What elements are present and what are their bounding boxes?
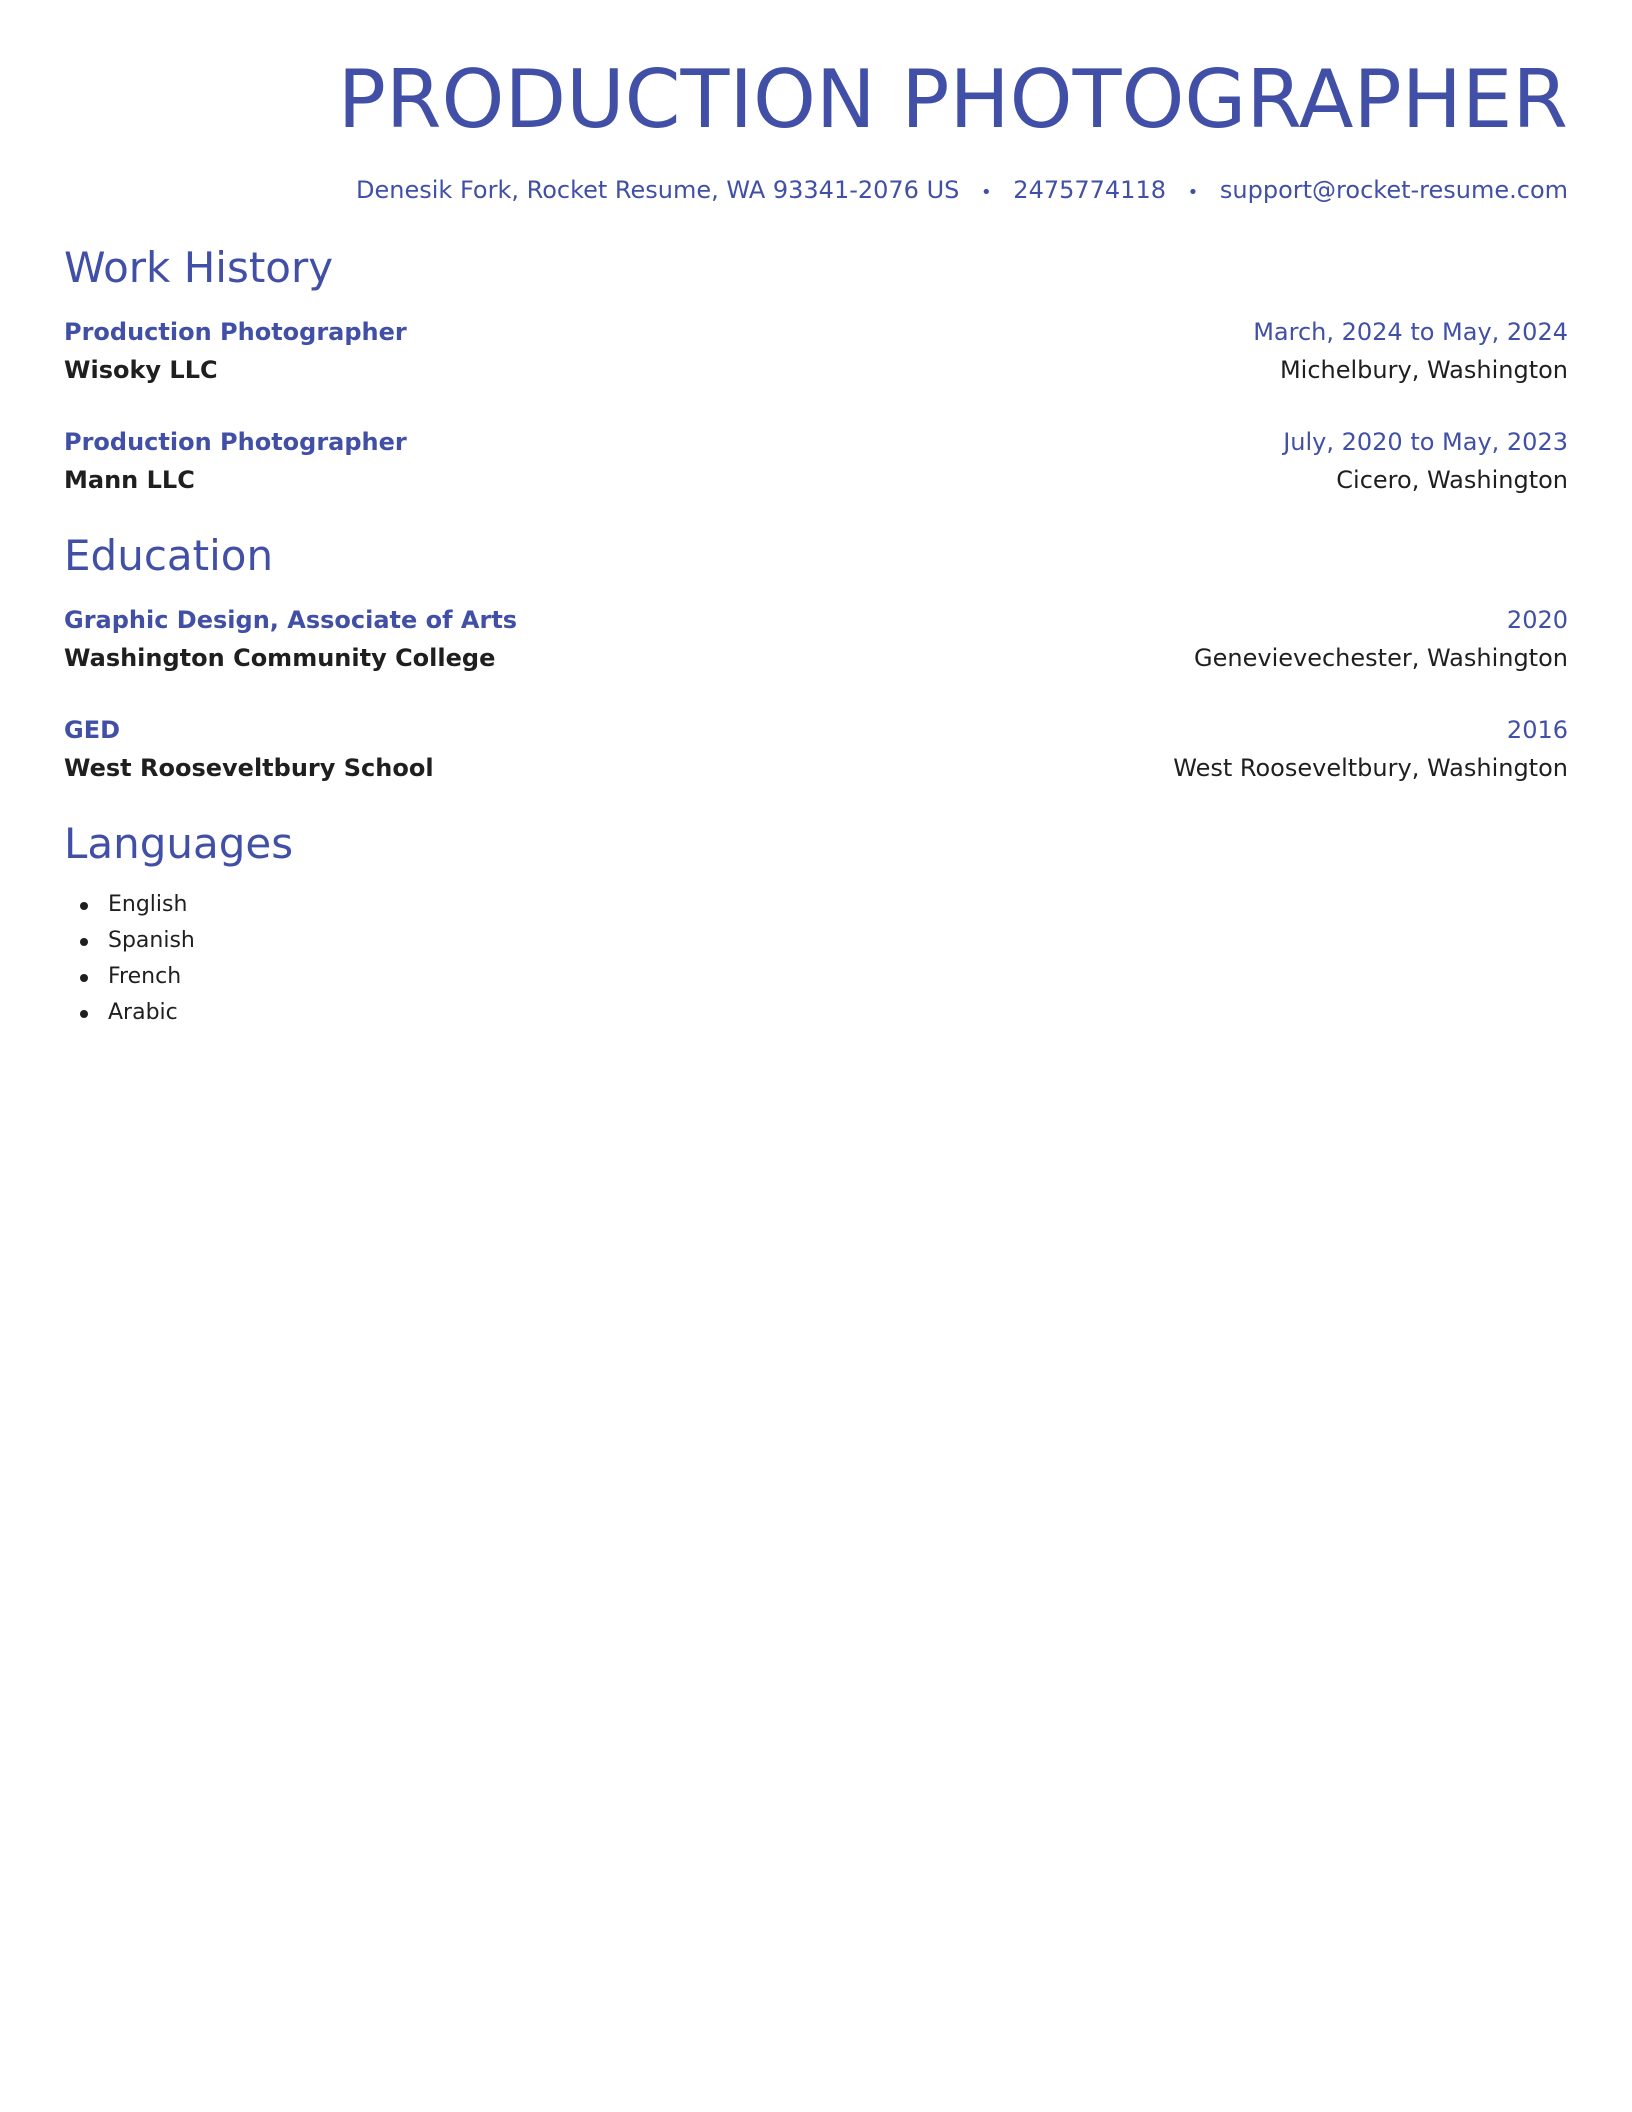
language-item <box>64 959 1568 995</box>
education-entry-degree-row <box>64 601 1568 639</box>
contact-phone: 2475774118 <box>1013 176 1166 204</box>
contact-line <box>64 174 1568 209</box>
company-name: Wisoky LLC <box>64 356 218 384</box>
work-entry-title-row <box>64 313 1568 351</box>
education-entry <box>64 601 1568 677</box>
resume-header <box>64 0 1568 209</box>
job-location: Cicero, Washington <box>1336 466 1568 494</box>
company-name: Mann LLC <box>64 466 195 494</box>
language-name: Spanish <box>108 928 195 953</box>
work-entry-company-row <box>64 461 1568 499</box>
language-item <box>64 923 1568 959</box>
degree-name: GED <box>64 716 121 744</box>
degree-name: Graphic Design, Associate of Arts <box>64 606 518 634</box>
language-name: French <box>108 964 182 989</box>
work-history-list <box>64 313 1568 499</box>
languages-list <box>64 887 1568 1031</box>
work-entry <box>64 313 1568 389</box>
bullet-icon <box>80 938 88 946</box>
education-heading: Education <box>64 531 274 580</box>
school-location: Genevievechester, Washington <box>1194 644 1568 672</box>
language-name: Arabic <box>108 1000 178 1025</box>
education-list <box>64 601 1568 787</box>
resume-title: PRODUCTION PHOTOGRAPHER <box>337 53 1568 146</box>
bullet-icon <box>80 974 88 982</box>
bullet-icon <box>80 902 88 910</box>
language-name: English <box>108 892 188 917</box>
language-item <box>64 887 1568 923</box>
education-entry-school-row <box>64 639 1568 677</box>
education-entry-school-row <box>64 749 1568 787</box>
work-entry <box>64 423 1568 499</box>
job-dates: March, 2024 to May, 2024 <box>1253 318 1568 346</box>
school-name: West Rooseveltbury School <box>64 754 434 782</box>
job-title: Production Photographer <box>64 318 407 346</box>
school-location: West Rooseveltbury, Washington <box>1173 754 1568 782</box>
graduation-year: 2020 <box>1506 606 1568 634</box>
job-title: Production Photographer <box>64 428 407 456</box>
school-name: Washington Community College <box>64 644 496 672</box>
bullet-icon <box>80 1010 88 1018</box>
job-location: Michelbury, Washington <box>1279 356 1568 384</box>
contact-address: Denesik Fork, Rocket Resume, WA 93341-2076 US <box>356 176 960 204</box>
work-history-heading: Work History <box>64 243 334 292</box>
separator-dot: • <box>1187 182 1199 203</box>
work-entry-company-row <box>64 351 1568 389</box>
work-entry-title-row <box>64 423 1568 461</box>
graduation-year: 2016 <box>1506 716 1568 744</box>
contact-email: support@rocket-resume.com <box>1219 176 1568 204</box>
education-entry-degree-row <box>64 711 1568 749</box>
resume-page <box>64 0 1568 2112</box>
languages-heading: Languages <box>64 819 294 868</box>
job-dates: July, 2020 to May, 2023 <box>1283 428 1568 456</box>
separator-dot: • <box>981 182 992 203</box>
education-entry <box>64 711 1568 787</box>
language-item <box>64 995 1568 1031</box>
